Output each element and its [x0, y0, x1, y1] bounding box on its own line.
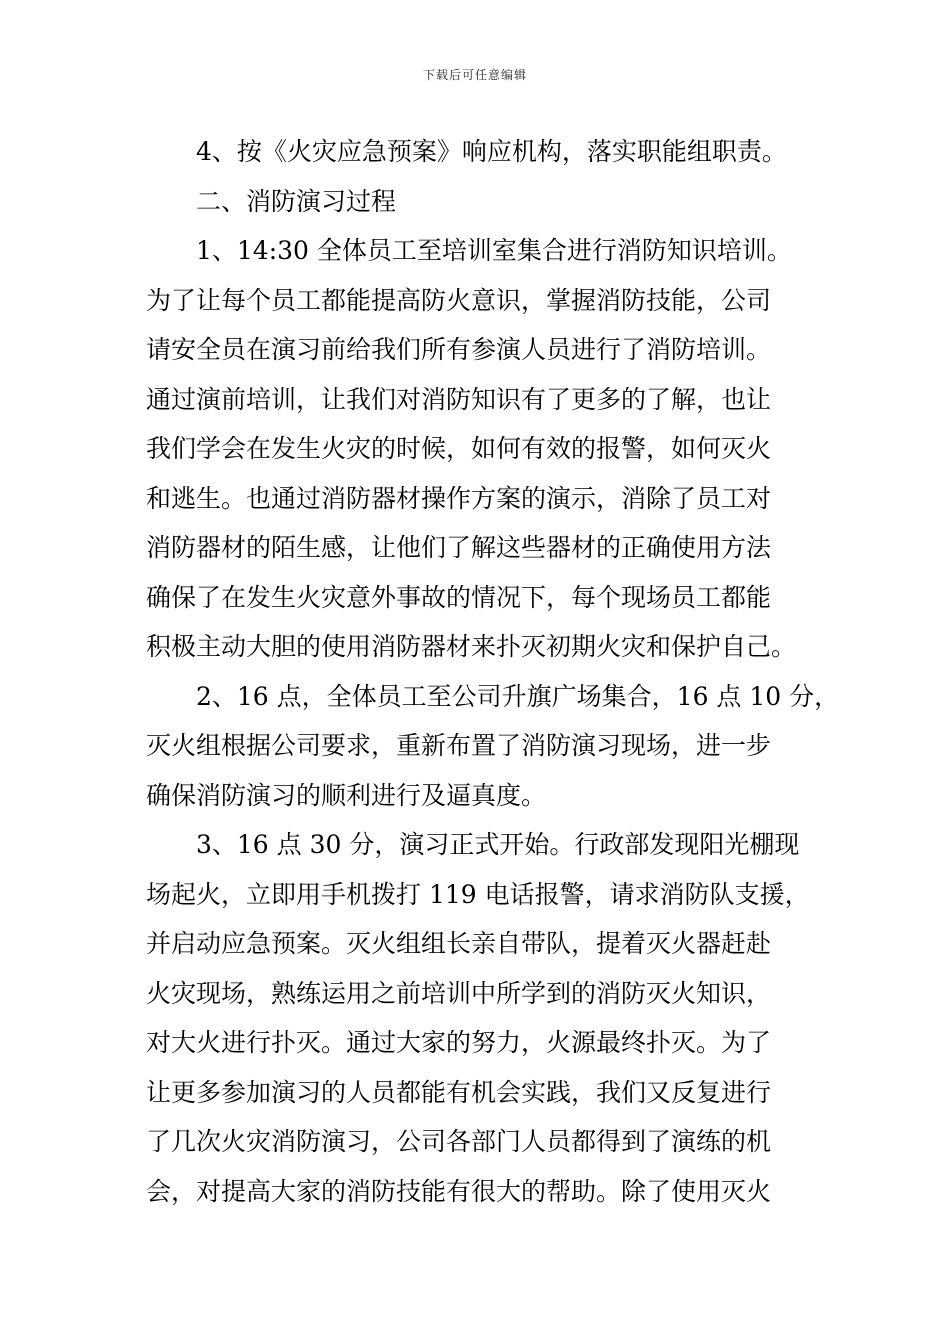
text-line: 3、16 点 30 分，演习正式开始。行政部发现阳光棚现	[196, 830, 800, 859]
text-line: 让更多参加演习的人员都能有机会实践，我们又反复进行	[146, 1077, 772, 1107]
text-line: 确保了在发生火灾意外事故的情况下，每个现场员工都能	[146, 582, 772, 612]
document-body	[146, 127, 840, 1216]
text-line: 通过演前培训，让我们对消防知识有了更多的了解，也让	[146, 384, 772, 414]
text-line: 1、14:30 全体员工至培训室集合进行消防知识培训。	[196, 236, 792, 265]
text-line: 请安全员在演习前给我们所有参演人员进行了消防培训。	[146, 335, 772, 364]
text-line: 二、消防演习过程	[196, 186, 397, 216]
text-line: 火灾现场，熟练运用之前培训中所学到的消防灭火知识，	[146, 978, 772, 1008]
text-line: 消防器材的陌生感，让他们了解这些器材的正确使用方法	[146, 533, 772, 562]
text-line: 并启动应急预案。灭火组组长亲自带队，提着灭火器赶赴	[146, 929, 772, 958]
text-line: 4、按《火灾应急预案》响应机构，落实职能组职责。	[196, 137, 787, 166]
header-note: 下载后可任意编辑	[422, 68, 527, 82]
text-line: 确保消防演习的顺利进行及逼真度。	[146, 780, 547, 810]
text-line: 我们学会在发生火灾的时候，如何有效的报警，如何灭火	[146, 434, 772, 463]
text-line: 了几次火灾消防演习，公司各部门人员都得到了演练的机	[146, 1127, 772, 1156]
text-line: 灭火组根据公司要求，重新布置了消防演习现场，进一步	[146, 731, 772, 760]
text-line: 和逃生。也通过消防器材操作方案的演示，消除了员工对	[146, 483, 772, 513]
text-line: 2、16 点，全体员工至公司升旗广场集合，16 点 10 分，	[196, 681, 840, 711]
text-line: 为了让每个员工都能提高防火意识，掌握消防技能，公司	[146, 285, 772, 315]
text-line: 会，对提高大家的消防技能有很大的帮助。除了使用灭火	[146, 1176, 772, 1206]
text-line: 对大火进行扑灭。通过大家的努力，火源最终扑灭。为了	[146, 1028, 772, 1057]
text-line: 场起火，立即用手机拨打 119 电话报警，请求消防队支援，	[146, 879, 810, 909]
text-line: 积极主动大胆的使用消防器材来扑灭初期火灾和保护自己。	[146, 632, 797, 661]
